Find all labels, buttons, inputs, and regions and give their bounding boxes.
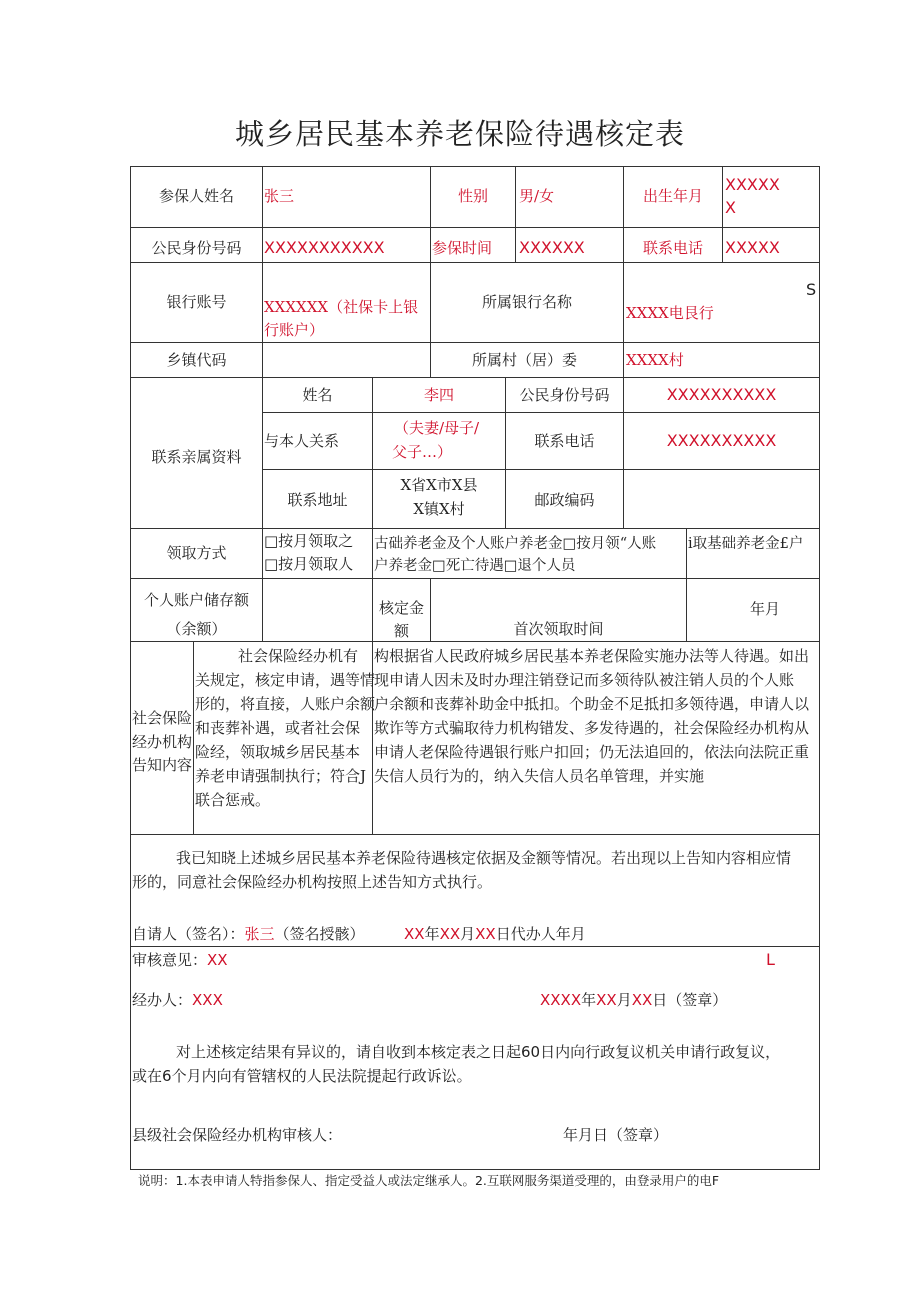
date-year-unit: 年 [424, 925, 440, 943]
village-value: XXXX村 [626, 351, 684, 369]
review-date-month-unit: 月 [616, 991, 632, 1009]
objection-text: 个月内向有管辖权的人民法院提起行政诉讼。 [171, 1067, 472, 1085]
verify-amount-label: 核定金 [378, 599, 424, 617]
relation-label: 与本人关系 [264, 432, 340, 450]
id-number-label: 公民身份号码 [151, 239, 242, 257]
footnote-text: 互联网服务渠道受理的，由登录用户的电 [486, 1173, 712, 1188]
address-label: 联系地址 [287, 491, 348, 509]
receive-option-1: □按月领取之 [264, 532, 354, 550]
notice-left-line: 联合惩戒。 [195, 791, 271, 809]
notice-left-line: 和丧葬补遇，或者社会保 [195, 719, 361, 737]
review-opinion-value: XX [207, 951, 228, 969]
bank-name-label: 所属银行名称 [481, 293, 572, 311]
join-time-label: 参保时间 [432, 239, 493, 257]
insured-name-value: 张三 [264, 187, 295, 205]
footnote-tail: F [711, 1173, 720, 1188]
verify-amount-label-cont: 额 [393, 622, 409, 640]
join-time-value: XXXXXX [519, 238, 585, 257]
notice-right-line: 户余额和丧葬补助金中抵扣。个助金不足抵扣多领待遇，申请人以 [374, 695, 810, 713]
review-stray-mark: L [766, 950, 775, 969]
notice-right-line: 失信人员行为的，纳入失信人员名单管理，并实施 [374, 767, 705, 785]
address-value: X省X市X县 [400, 476, 478, 494]
year-month-label: 年月 [750, 600, 781, 618]
receive-option-4: 户养老金□死亡待遇□退个人员 [374, 558, 576, 574]
notice-right-line: 申请人老保险待遇银行账户扣回；仍无法追回的，依法向法院正重 [374, 743, 810, 761]
birth-label: 出生年月 [642, 187, 703, 205]
notice-left-line: 关规定，核定申请，遇等情 [195, 671, 376, 689]
birth-value: XXXXX [725, 175, 780, 194]
applicant-sign-suffix: （签名授骸） [274, 925, 365, 943]
contact-name-label: 姓名 [302, 386, 333, 404]
receive-option-3: 古础养老金及个人账户养老金□按月领“人账 [374, 536, 657, 552]
contact-section-label: 联系亲属资料 [151, 448, 242, 466]
review-date-year: XXXX [540, 991, 582, 1009]
notice-label-1: 社会保险 [131, 709, 192, 727]
objection-days: 60 [521, 1043, 541, 1061]
objection-months: 6 [162, 1067, 172, 1085]
account-balance-label: 个人账户储存额 [143, 591, 249, 609]
contact-id-value: XXXXXXXXXX [666, 385, 777, 404]
contact-phone-label: 联系电话 [534, 432, 595, 450]
applicant-sign-name: 张三 [244, 925, 275, 943]
handler [132, 989, 223, 1011]
village-label: 所属村（居）委 [472, 351, 578, 369]
postcode-label: 邮政编码 [534, 491, 595, 509]
gender-value: 男/女 [519, 187, 555, 205]
objection-text: 日内向行政复议机关申请行政复议， [540, 1043, 781, 1061]
first-receive-label: 首次领取时间 [513, 620, 604, 638]
declaration-line-1: 我已知晓上述城乡居民基本养老保险待遇核定依据及金额等情况。若出现以上告知内容相应情 [176, 849, 792, 867]
review-date [540, 989, 727, 1011]
bank-account-value-cont: 行账户） [264, 321, 325, 339]
review-date-day: XX [631, 991, 653, 1009]
review-opinion [132, 949, 228, 971]
date-day: XX [475, 925, 496, 943]
account-balance-label-cont: （余额） [166, 620, 227, 638]
handler-value: XXX [192, 991, 223, 1009]
notice-left-line: 险经，领取城乡居民基本 [195, 743, 361, 761]
objection-text: 或在 [132, 1067, 163, 1085]
receive-option-5: i取基础养老金£户 [688, 536, 804, 552]
birth-value-cont: X [725, 198, 736, 217]
county-reviewer-label: 县级社会保险经办机构审核人： [132, 1126, 343, 1144]
review-date-month: XX [596, 991, 617, 1009]
gender-label: 性别 [457, 187, 488, 205]
review-date-year-unit: 年 [581, 991, 597, 1009]
stray-mark: S [806, 280, 817, 299]
bank-account-value: XXXXXX（社保卡上银 [264, 298, 419, 316]
date-month-unit: 月 [460, 925, 476, 943]
notice-right-line: 欺诈等方式骗取待力机构错发、多发待遇的，社会保险经办机构从 [374, 719, 810, 737]
id-number-value: XXXXXXXXXXX [264, 238, 385, 257]
relation-value: （夫妻/母子/ [394, 419, 480, 437]
date-year: XX [404, 925, 425, 943]
town-code-label: 乡镇代码 [166, 351, 227, 369]
review-date-tail: 日（签章） [652, 991, 728, 1009]
date-month: XX [439, 925, 461, 943]
date-tail: 日代办人年月 [495, 925, 586, 943]
notice-left-line: 社会保险经办机有 [238, 647, 359, 665]
declaration-line-2: 形的，同意社会保险经办机构按照上述告知方式执行。 [132, 873, 493, 891]
applicant-sign-label: 自请人（签名）： [132, 925, 245, 943]
receive-option-2: □按月领取人 [264, 555, 354, 573]
receive-method-label: 领取方式 [166, 544, 227, 562]
notice-right-line: 现申请人因未及时办理注销登记而多领待队被注销人员的个人账 [374, 671, 795, 689]
phone-value: XXXXX [725, 238, 780, 257]
notice-right-line: 构根据省人民政府城乡居民基本养老保险实施办法等人待遇。如出 [374, 647, 810, 665]
notice-left-line: 养老申请强制执行；符合J [195, 767, 367, 785]
notice-left-line: 形的，将直接，人账户余额 [195, 695, 376, 713]
footnote-num: 2. [474, 1173, 487, 1188]
footnote-num: 1. [175, 1173, 188, 1188]
notice-label-2: 经办机构 [131, 733, 192, 751]
declaration-date [404, 923, 586, 945]
page-title: 城乡居民基本养老保险待遇核定表 [234, 117, 685, 151]
contact-phone-value: XXXXXXXXXX [666, 431, 777, 450]
footnote-text: 本表申请人特指参保人、指定受益人或法定继承人。 [187, 1173, 475, 1188]
applicant-signature [132, 923, 365, 945]
contact-name-value: 李四 [423, 386, 454, 404]
phone-label: 联系电话 [642, 239, 703, 257]
insured-name-label: 参保人姓名 [158, 187, 234, 205]
review-opinion-label: 审核意见： [132, 951, 208, 969]
handler-label: 经办人： [132, 991, 193, 1009]
bank-name-value: XXXX电艮行 [626, 304, 714, 322]
objection-text: 对上述核定结果有异议的，请自收到本核定表之日起 [176, 1043, 522, 1061]
notice-label-3: 告知内容 [131, 756, 192, 774]
footnote [138, 1170, 719, 1192]
relation-value-cont: 父子…） [392, 443, 453, 461]
objection-line-1 [176, 1041, 780, 1063]
county-date-label: 年月日（签章） [563, 1126, 669, 1144]
objection-line-2 [132, 1065, 472, 1087]
footnote-label: 说明： [138, 1173, 176, 1188]
address-value-cont: X镇X村 [413, 500, 465, 518]
bank-account-label: 银行账号 [166, 293, 227, 311]
contact-id-label: 公民身份号码 [519, 386, 610, 404]
